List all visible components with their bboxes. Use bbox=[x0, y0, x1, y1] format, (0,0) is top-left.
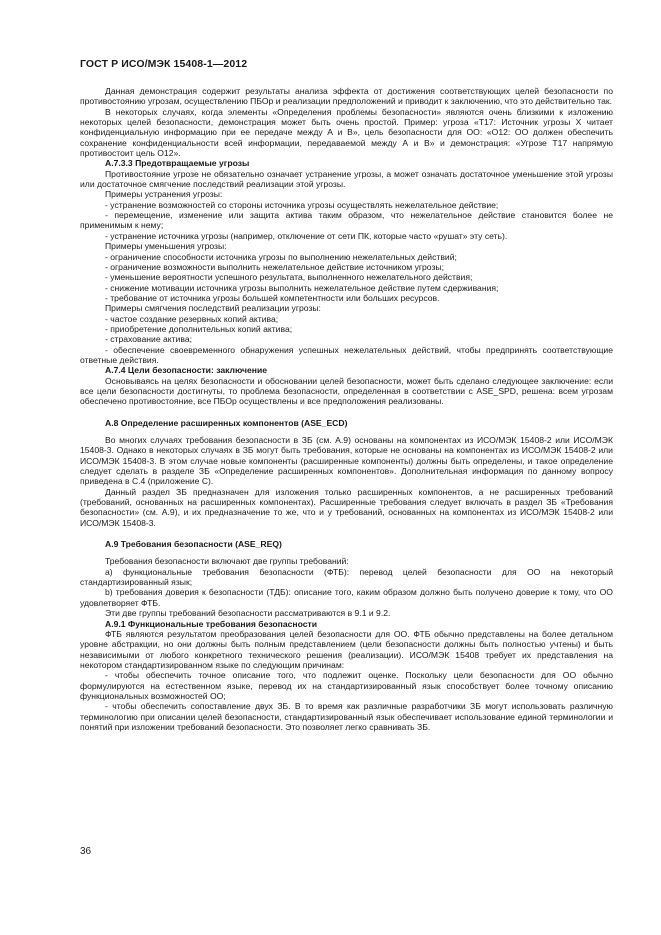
paragraph: Примеры устранения угрозы: bbox=[105, 189, 223, 200]
paragraph: Противостояние угрозе не обязательно означает устранение угрозы, а может означать достаточное уменьшение этой угрозы или достаточное смягчение последствий реализации этой угрозы. bbox=[80, 168, 613, 190]
section-heading: А.7.3.3 Предотвращаемые угрозы bbox=[105, 158, 250, 169]
paragraph: - ограничение способности источника угрозы по выполнению нежелательных действий; bbox=[105, 251, 457, 262]
paragraph: Примеры уменьшения угрозы: bbox=[105, 241, 227, 252]
paragraph: ФТБ являются результатом преобразования целей безопасности для ОО. ФТБ обычно представлены на более детальном уровне абстракции, но они должны быть полным представлением (цели безопасности должны быть полностью учтены) и быть независимыми от любого конкретного технического решения (реализации). ИСО/МЭК 15408 требует их представления на некотором стандартизированном языке по следующим причинам: bbox=[80, 628, 613, 670]
document-body bbox=[80, 86, 613, 732]
paragraph: - устранение возможностей со стороны источника угрозы осуществлять нежелательное действие; bbox=[105, 199, 499, 210]
paragraph: Основываясь на целях безопасности и обосновании целей безопасности, может быть сделано следующее заключение: если все цели безопасности достигнуты, то проблема безопасности, определенная в соответствии с ASE_SPD, решена: всем угрозам обеспечено противостояние, все ПБОр осуществлены и все предположения реализованы. bbox=[80, 375, 613, 407]
paragraph: Данный раздел ЗБ предназначен для изложения только расширенных компонентов, а не расширенных требований (требований, основанных на расширенных компонентах). Расширенные требования следует включать в раздел ЗБ «Требования безопасности» (см. А.9), и их предназначение то же, что и у требований, основанных на компонентах из ИСО/МЭК 15408-2 или ИСО/МЭК 15408-3. bbox=[80, 486, 613, 528]
paragraph: - чтобы обеспечить точное описание того, что подлежит оценке. Поскольку цели безопасности для ОО обычно формулируются на естественном языке, перевод их на стандартизированный язык способствует более точному описанию функциональных возможностей ОО; bbox=[80, 670, 613, 701]
paragraph: Во многих случаях требования безопасности в ЗБ (см. А.9) основаны на компонентах из ИСО/МЭК 15408-2 или ИСО/МЭК 15408-3. Однако в некоторых случаях в ЗБ могут быть требования, которые не основаны на компонентах из ИСО/МЭК 15408-2 или ИСО/МЭК 15408-3. В этом случае новые компоненты (расширенные компоненты) должны быть определены, и такое определение следует сделать в разделе ЗБ «Определение расширенных компонентов». Дополнительная информация по данному вопросу приведена в С.4 (приложение С). bbox=[80, 435, 613, 487]
paragraph: - приобретение дополнительных копий актива; bbox=[105, 323, 293, 334]
paragraph: Эти две группы требований безопасности рассматриваются в 9.1 и 9.2. bbox=[105, 608, 391, 619]
paragraph: Примеры смягчения последствий реализации угрозы: bbox=[105, 303, 321, 314]
paragraph: b) требования доверия к безопасности (ТДБ): описание того, каким образом должно быть получено доверие к тому, что ОО удовлетворяет ФТБ. bbox=[80, 587, 613, 608]
paragraph: - частое создание резервных копий актива; bbox=[105, 313, 279, 324]
paragraph: - требование от источника угрозы большей компетентности или больших ресурсов. bbox=[105, 292, 440, 303]
paragraph: - чтобы обеспечить сопоставление двух ЗБ. В то время как различные разработчики ЗБ могут использовать различную терминологию при описании целей безопасности, стандартизированный язык обеспечивает использование единой терминологии и понятий при изложении требований безопасности. Это позволяет легко сравнивать ЗБ. bbox=[80, 701, 613, 732]
paragraph: Требования безопасности включают две группы требований: bbox=[105, 556, 349, 567]
section-heading: А.9.1 Функциональные требования безопасности bbox=[105, 618, 318, 629]
paragraph: - страхование актива; bbox=[105, 334, 192, 345]
paragraph: - обеспечение своевременного обнаружения успешных нежелательных действий, чтобы предпринять соответствующие ответные действия. bbox=[80, 344, 613, 365]
paragraph: - уменьшение вероятности успешного результата, выполненного нежелательного действия; bbox=[105, 272, 473, 283]
paragraph: Данная демонстрация содержит результаты анализа эффекта от достижения соответствующих целей безопасности по противостоянию угрозам, осуществлению ПБОр и реализации предположений и приводит к заключению, что это действительно так. bbox=[80, 86, 613, 107]
paragraph: - снижение мотивации источника угрозы выполнить нежелательное действие путем сдерживания; bbox=[105, 282, 499, 293]
section-heading: А.7.4 Цели безопасности: заключение bbox=[105, 365, 268, 376]
paragraph: - устранение источника угрозы (например, отключение от сети ПК, которые часто «рушат» эту сеть). bbox=[105, 230, 508, 241]
paragraph: - перемещение, изменение или защита актива таким образом, что нежелательное действие становится более не применимым к нему; bbox=[80, 210, 613, 231]
section-heading: А.8 Определение расширенных компонентов (ASE_ECD) bbox=[105, 417, 348, 428]
page-number: 36 bbox=[80, 846, 92, 857]
section-heading: А.9 Требования безопасности (ASE_REQ) bbox=[105, 539, 282, 550]
document-header: ГОСТ Р ИСО/МЭК 15408-1—2012 bbox=[80, 58, 248, 70]
paragraph: а) функциональные требования безопасности (ФТБ): перевод целей безопасности для ОО на некоторый стандартизированный язык; bbox=[80, 566, 613, 588]
paragraph: - ограничение возможности выполнить нежелательное действие источником угрозы; bbox=[105, 261, 444, 272]
paragraph: В некоторых случаях, когда элементы «Определения проблемы безопасности» являются очень близкими к изложению некоторых целей безопасности, демонстрация может быть очень простой. Пример: угроза «Т17: Источник угрозы X читает конфиденциальную информацию при ее передаче между А и В», цель безопасности для ОО: «О12: ОО должен обеспечить сохранение конфиденциальности всей информации, передаваемой между А и В» и демонстрация: «Угрозе Т17 напрямую противостоит цель О12». bbox=[80, 106, 613, 159]
